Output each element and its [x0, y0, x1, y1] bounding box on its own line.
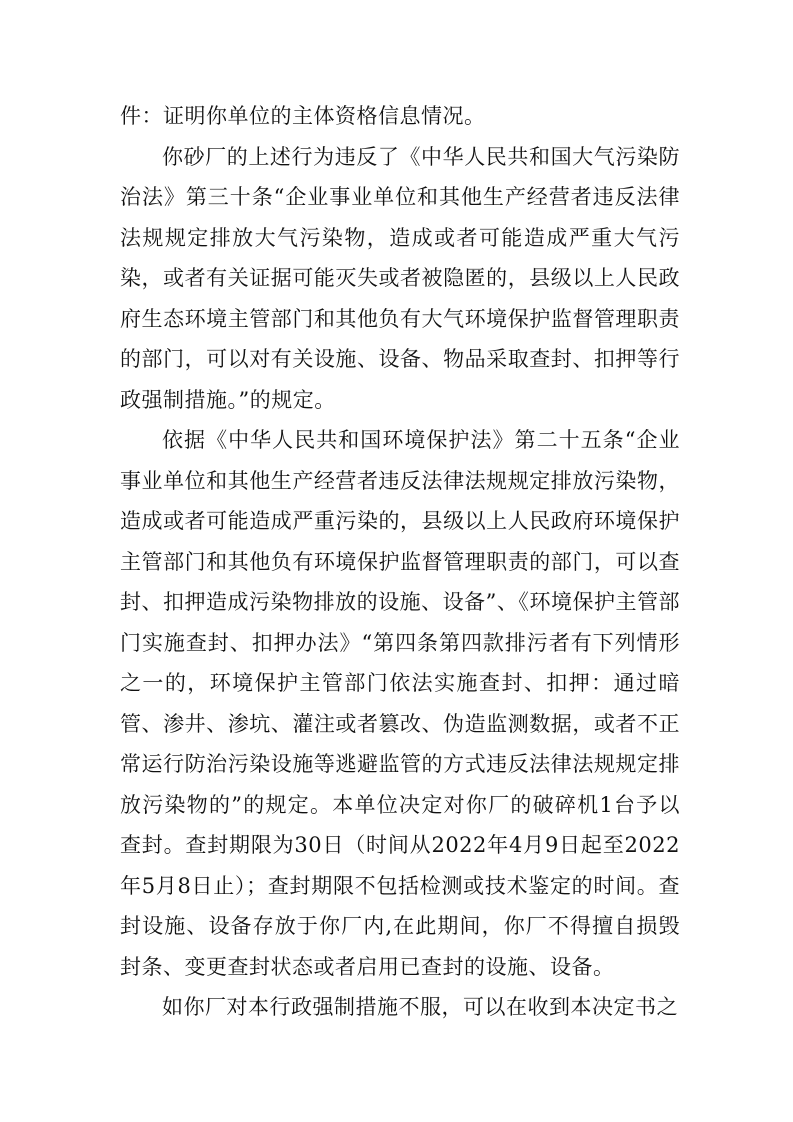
document-body [120, 96, 680, 1028]
paragraph-appeal: 如你厂对本行政强制措施不服，可以在收到本决定书之 [162, 995, 678, 1019]
paragraph-violation: 你砂厂的上述行为违反了《中华人民共和国大气污染防治法》第三十条“企业事业单位和其他生产经营者违反法律法规规定排放大气污染物，造成或者可能造成严重大气污染，或者有关证据可能灭失或者被隐匿的，县级以上人民政府生态环境主管部门和其他负有大气环境保护监督管理职责的部门，可以对有关设施、设备、物品采取查封、扣押等行政强制措施。”的规定。 [120, 144, 680, 412]
paragraph-continuation: 件：证明你单位的主体资格信息情况。 [120, 104, 486, 128]
paragraph-decision: 依据《中华人民共和国环境保护法》第二十五条“企业事业单位和其他生产经营者违反法律法规规定排放污染物，造成或者可能造成严重污染的，县级以上人民政府环境保护主管部门和其他负有环境保护监督管理职责的部门，可以查封、扣押造成污染物排放的设施、设备”、《环境保护主管部门实施查封、扣押办法》“第四条第四款排污者有下列情形之一的，环境保护主管部门依法实施查封、扣押：通过暗管、渗井、渗坑、灌注或者篡改、伪造监测数据，或者不正常运行防治污染设施等逃避监管的方式违反法律法规规定排放污染物的”的规定。本单位决定对你厂的破碎机1台予以查封。查封期限为30日（时间从2022年4月9日起至2022年5月8日止）；查封期限不包括检测或技术鉴定的时间。查封设施、设备存放于你厂内,在此期间，你厂不得擅自损毁封条、变更查封状态或者启用已查封的设施、设备。 [120, 428, 680, 979]
